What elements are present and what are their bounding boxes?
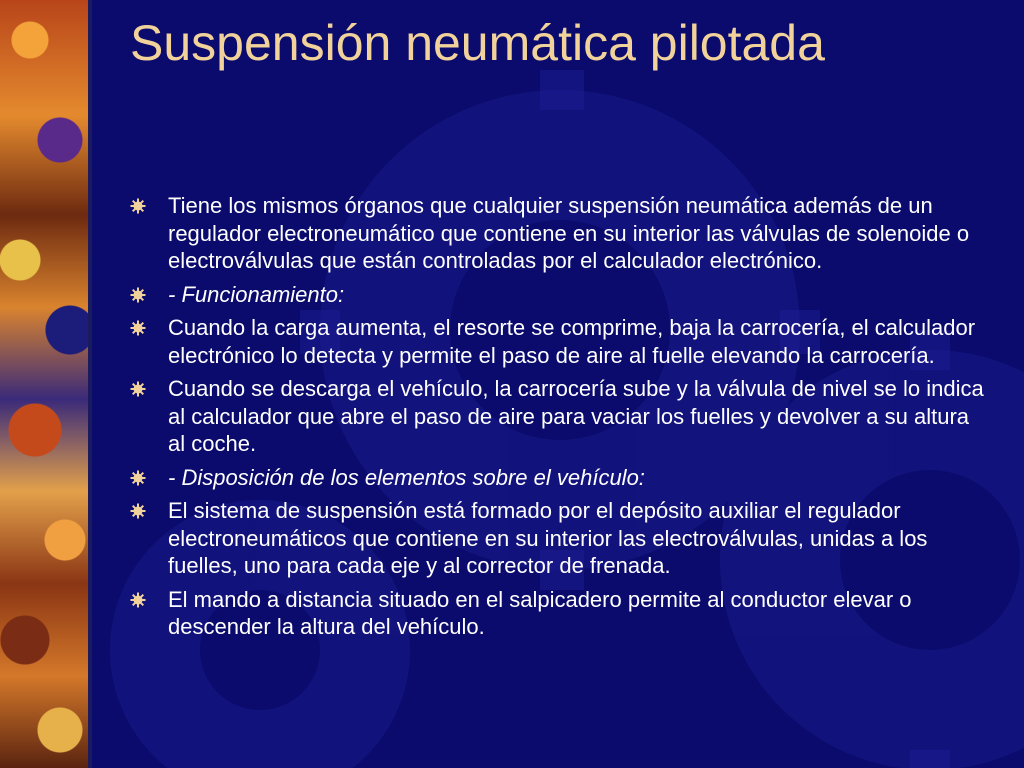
slide-title: Suspensión neumática pilotada xyxy=(130,15,825,71)
gear-bullet-icon xyxy=(130,198,146,214)
bullet-item xyxy=(130,314,990,369)
decorative-left-strip xyxy=(0,0,92,768)
gear-bullet-icon xyxy=(130,381,146,397)
bullet-item xyxy=(130,464,990,492)
bullet-text: El sistema de suspensión está formado por el depósito auxiliar el regulador electroneumáticos que contiene en su interior las electroválvulas, unidas a los fuelles, uno para cada eje y al corrector de frenada. xyxy=(168,498,928,578)
bullet-text: - Funcionamiento: xyxy=(168,281,345,307)
bullet-item xyxy=(130,375,990,458)
gear-bullet-icon xyxy=(130,503,146,519)
gear-bullet-icon xyxy=(130,287,146,303)
bullet-item xyxy=(130,192,990,275)
bullet-item xyxy=(130,281,990,309)
gear-bullet-icon xyxy=(130,320,146,336)
bullet-text: Tiene los mismos órganos que cualquier suspensión neumática además de un regulador electroneumático que contiene en su interior las válvulas de solenoide o electroválvulas que están controladas por el calculador electrónico. xyxy=(168,193,970,273)
bullet-text: Cuando se descarga el vehículo, la carrocería sube y la válvula de nivel se lo indica al calculador que abre el paso de aire para vaciar los fuelles y devolver a su altura al coche. xyxy=(168,376,984,456)
gear-bullet-icon xyxy=(130,592,146,608)
bullet-text: El mando a distancia situado en el salpicadero permite al conductor elevar o descender la altura del vehículo. xyxy=(168,586,912,639)
bullet-item xyxy=(130,586,990,641)
bullet-text: - Disposición de los elementos sobre el vehículo: xyxy=(168,464,645,490)
bullet-text: Cuando la carga aumenta, el resorte se comprime, baja la carrocería, el calculador electrónico lo detecta y permite el paso de aire al fuelle elevando la carrocería. xyxy=(168,315,976,368)
bullet-list xyxy=(130,192,990,647)
gear-bullet-icon xyxy=(130,470,146,486)
bullet-item xyxy=(130,497,990,580)
